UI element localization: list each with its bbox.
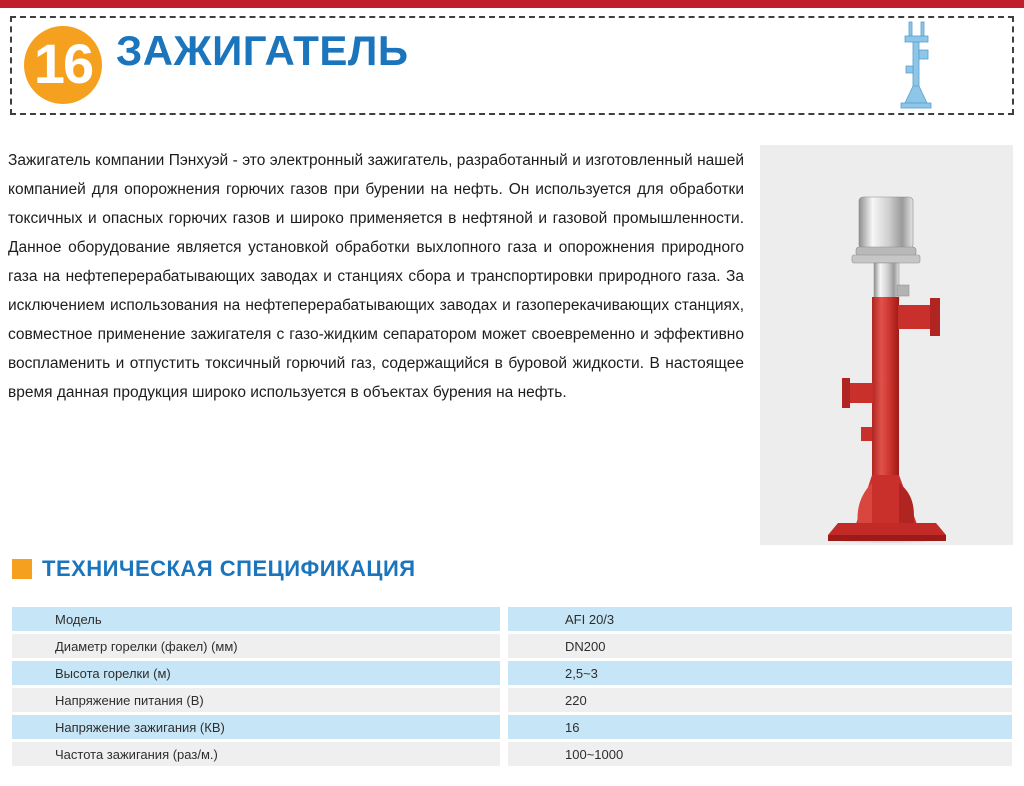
section-title: ТЕХНИЧЕСКАЯ СПЕЦИФИКАЦИЯ (42, 556, 416, 581)
spec-table-row (12, 634, 1012, 658)
spec-table-row (12, 715, 1012, 739)
top-red-bar (0, 0, 1024, 8)
spec-value: 16 (508, 715, 1012, 739)
spec-table-body (12, 607, 1012, 766)
spec-label: Напряжение зажигания (КВ) (12, 715, 500, 739)
spec-table (12, 607, 1012, 769)
igniter-line-drawing-icon (894, 20, 940, 112)
header-box (10, 16, 1014, 115)
description-paragraph: Зажигатель компании Пэнхуэй - это электронный зажигатель, разработанный и изготовленный нашей компанией для опорожнения горючих газов при бурении на нефть. Он используется для обработки токсичных и опасных горючих газов и широко применяется в нефтяной и газовой промышленности. Данное оборудование является установкой обработки выхлопного газа и опорожнения природного газа на нефтеперерабатывающих заводах и станциях сбора и транспортировки природного газа. За исключением использования на нефтеперерабатывающих заводах и газоперекачивающих станциях, совместное применение зажигателя с газо-жидким сепаратором может своевременно и эффективно воспламенить и отпустить токсичный горючий газ, содержащийся в буровой жидкости. В настоящее время данная продукция широко используется в объектах бурения на нефть. (8, 152, 744, 401)
spec-label: Частота зажигания (раз/м.) (12, 742, 500, 766)
red-igniter-illustration (760, 145, 1013, 545)
spec-value: 2,5~3 (508, 661, 1012, 685)
spec-value: AFI 20/3 (508, 607, 1012, 631)
spec-label: Модель (12, 607, 500, 631)
orange-square-bullet (12, 559, 32, 579)
spec-table-row (12, 742, 1012, 766)
section-header (12, 556, 416, 582)
spec-table-row (12, 607, 1012, 631)
spec-label: Напряжение питания (В) (12, 688, 500, 712)
page-title: ЗАЖИГАТЕЛЬ (116, 27, 409, 74)
spec-value: 220 (508, 688, 1012, 712)
spec-label: Диаметр горелки (факел) (мм) (12, 634, 500, 658)
product-photo (760, 145, 1013, 545)
page-number-badge (24, 26, 102, 104)
spec-table-row (12, 661, 1012, 685)
spec-value: DN200 (508, 634, 1012, 658)
spec-value: 100~1000 (508, 742, 1012, 766)
spec-label: Высота горелки (м) (12, 661, 500, 685)
page-number: 16 (33, 32, 93, 95)
spec-table-row (12, 688, 1012, 712)
